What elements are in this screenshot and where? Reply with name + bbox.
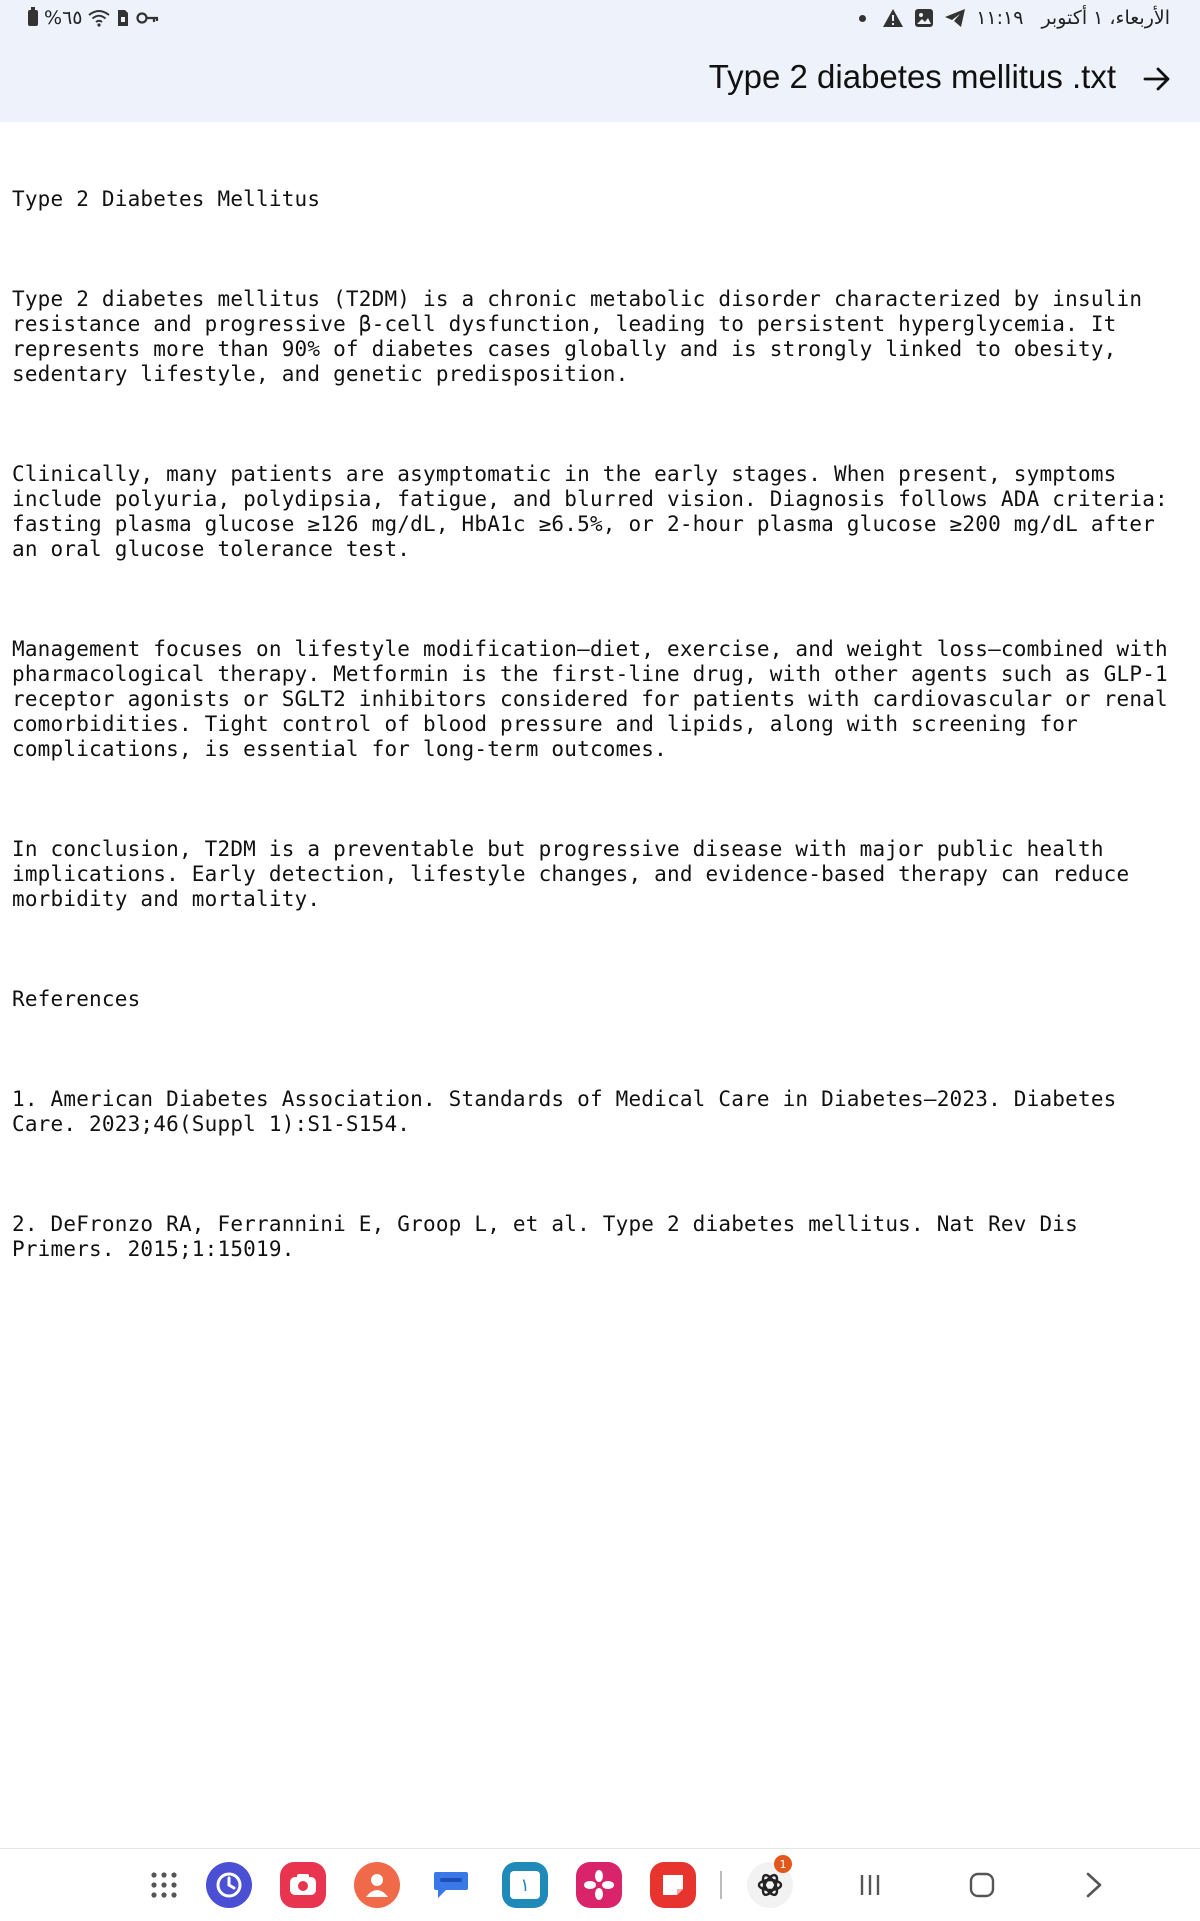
- home-icon: [969, 1872, 995, 1898]
- calendar-day: ١: [510, 1871, 540, 1899]
- recents-icon: [857, 1873, 883, 1897]
- wifi-icon: [88, 9, 110, 27]
- phone-icon: [206, 1862, 252, 1908]
- references-heading: References: [12, 987, 141, 1011]
- chevron-right-icon: [1085, 1872, 1103, 1898]
- arrow-right-icon: [1143, 67, 1171, 91]
- sim-icon: [116, 9, 130, 27]
- notes-icon: [650, 1862, 696, 1908]
- vpn-key-icon: [136, 10, 160, 26]
- gallery-icon: [576, 1862, 622, 1908]
- document-text[interactable]: [12, 137, 1192, 1312]
- status-bar: [0, 0, 1200, 36]
- paragraph-management: Management focuses on lifestyle modification—diet, exercise, and weight loss—combined with pharmacological therapy. Metformin is the first-line drug, with other agents such as GLP-1 receptor agonists or SGLT2 inhibitors considered for patients with cardiovascular or renal comorbidities. Tight control of blood pressure and lipids, along with screening for complications, is essential for long-term outcomes.: [12, 637, 1181, 761]
- navigation-bar: [0, 1848, 1200, 1921]
- notification-badge: 1: [774, 1855, 792, 1873]
- home-button[interactable]: [958, 1861, 1006, 1909]
- back-button[interactable]: [1136, 58, 1178, 100]
- reference-item: 2. DeFronzo RA, Ferrannini E, Groop L, et al. Type 2 diabetes mellitus. Nat Rev Dis Primers. 2015;1:15019.: [12, 1212, 1091, 1261]
- camera-icon: [280, 1862, 326, 1908]
- chatgpt-app-button[interactable]: [746, 1857, 794, 1909]
- paragraph-intro: Type 2 diabetes mellitus (T2DM) is a chronic metabolic disorder characterized by insulin resistance and progressive β-cell dysfunction, leading to persistent hyperglycemia. It represents more than 90% of diabetes cases globally and is strongly linked to obesity, sedentary lifestyle, and genetic predisposition.: [12, 287, 1156, 386]
- notes-app-button[interactable]: [649, 1861, 697, 1909]
- contacts-app-button[interactable]: [353, 1861, 401, 1909]
- paragraph-conclusion: In conclusion, T2DM is a preventable but progressive disease with major public health implications. Early detection, lifestyle changes, and evidence-based therapy can reduce morbidity and mortality.: [12, 837, 1143, 911]
- calendar-icon: [502, 1862, 548, 1908]
- battery-level: %٦٥: [44, 7, 83, 29]
- gallery-app-button[interactable]: [575, 1861, 623, 1909]
- paragraph-clinical: Clinically, many patients are asymptomatic in the early stages. When present, symptoms include polyuria, polydipsia, fatigue, and blurred vision. Diagnosis follows ADA criteria: fasting plasma glucose ≥126 mg/dL, HbA1c ≥6.5%, or 2-hour plasma glucose ≥200 mg/dL after an oral glucose tolerance test.: [12, 462, 1181, 561]
- dock-divider: [720, 1871, 722, 1899]
- recents-button[interactable]: [846, 1861, 894, 1909]
- status-bar-left: [28, 4, 160, 32]
- apps-grid-button[interactable]: [140, 1861, 188, 1909]
- camera-app-button[interactable]: [279, 1861, 327, 1909]
- file-title: Type 2 diabetes mellitus .txt: [708, 58, 1116, 95]
- notification-dot-icon: [859, 15, 866, 22]
- nav-back-button[interactable]: [1070, 1861, 1118, 1909]
- status-date: الأربعاء، ١ أكتوبر: [1041, 7, 1170, 29]
- battery-icon: [28, 10, 38, 26]
- document-heading: Type 2 Diabetes Mellitus: [12, 187, 321, 211]
- apps-grid-icon: [149, 1870, 179, 1900]
- messages-icon: [428, 1862, 474, 1908]
- messages-app-button[interactable]: [427, 1861, 475, 1909]
- phone-app-button[interactable]: [205, 1861, 253, 1909]
- contacts-icon: [354, 1862, 400, 1908]
- status-time: ١١:١٩: [976, 7, 1024, 29]
- reference-item: 1. American Diabetes Association. Standards of Medical Care in Diabetes—2023. Diabetes Care. 2023;46(Suppl 1):S1-S154.: [12, 1087, 1130, 1136]
- telegram-icon: [944, 8, 966, 28]
- app-header: [0, 36, 1200, 122]
- calendar-app-button[interactable]: [501, 1861, 549, 1909]
- status-bar-right: [859, 4, 1170, 32]
- warning-icon: [882, 8, 904, 28]
- gallery-notification-icon: [914, 8, 934, 28]
